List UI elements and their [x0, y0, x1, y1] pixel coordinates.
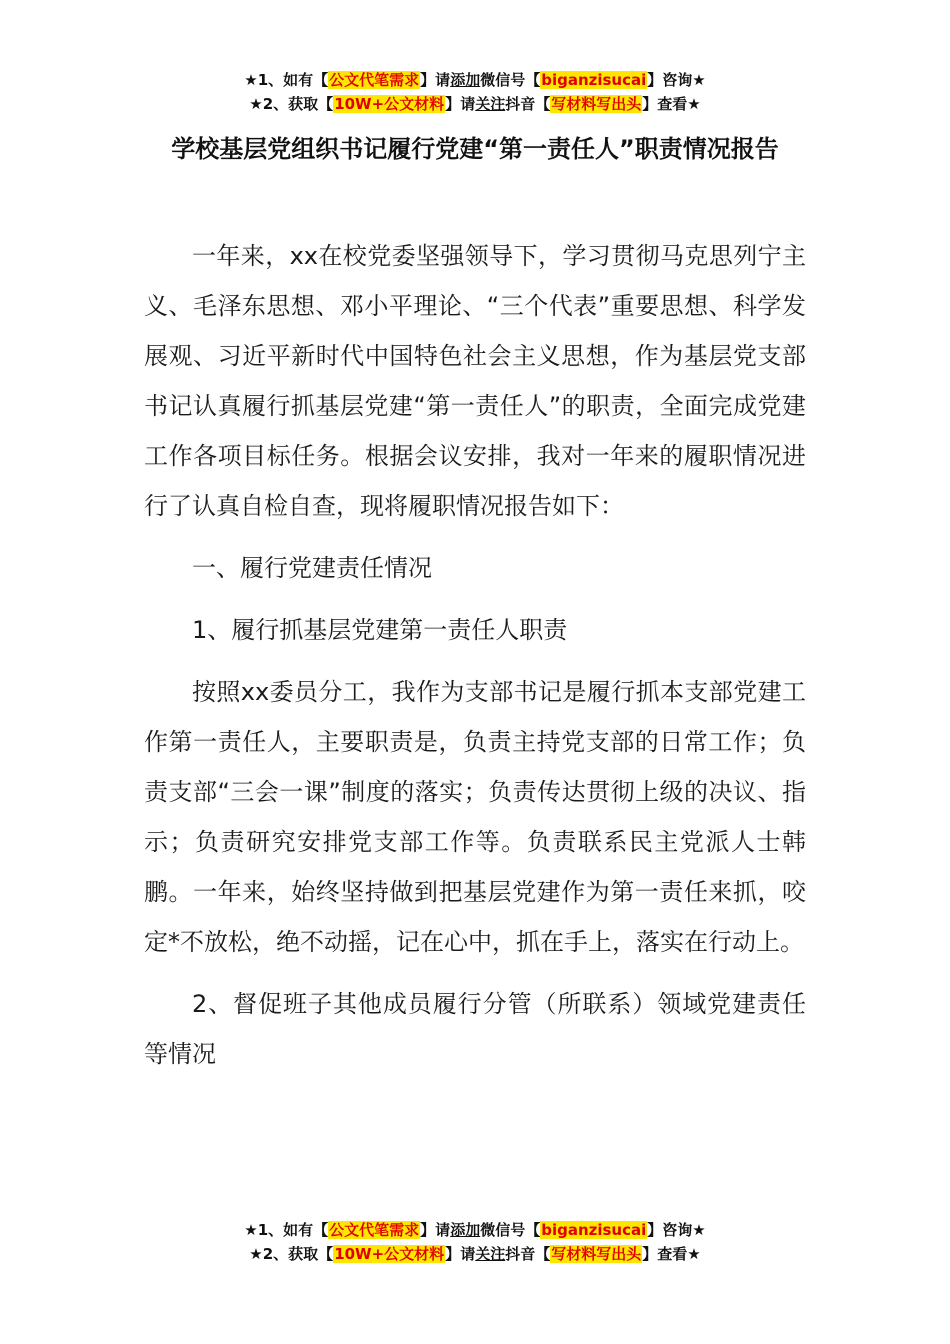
promo-underline: 关注: [475, 1245, 506, 1263]
document-title: 学校基层党组织书记履行党建“第一责任人”职责情况报告: [171, 135, 779, 163]
promo-underline: 添加: [450, 71, 481, 89]
promo-text: 】请: [445, 95, 476, 113]
promo-text: ★1、如有【: [244, 71, 329, 89]
promo-highlight: 公文代笔需求: [329, 71, 420, 89]
promo-highlight: biganzisucai: [541, 71, 647, 89]
promo-line-2: [0, 92, 950, 116]
promo-highlight: 10W+公文材料: [334, 1245, 445, 1263]
promo-highlight: 10W+公文材料: [334, 95, 445, 113]
promo-highlight: 写材料写出头: [551, 95, 642, 113]
document-body: [144, 231, 806, 1079]
promo-text: 】咨询★: [647, 1221, 706, 1239]
promo-line-1: [0, 68, 950, 92]
promo-highlight: 写材料写出头: [551, 1245, 642, 1263]
promo-highlight: biganzisucai: [541, 1221, 647, 1239]
promo-text: 】请: [420, 71, 451, 89]
promo-underline: 关注: [475, 95, 506, 113]
promo-text: ★2、获取【: [249, 95, 334, 113]
promo-banner-top: [0, 68, 950, 116]
promo-highlight: 公文代笔需求: [329, 1221, 420, 1239]
promo-text: 】咨询★: [647, 71, 706, 89]
promo-text: 微信号【: [480, 71, 541, 89]
subsection-heading-1: 1、履行抓基层党建第一责任人职责: [192, 616, 568, 644]
promo-line-1: [0, 1218, 950, 1242]
subsection-heading-2: 2、督促班子其他成员履行分管（所联系）领域党建责任等情况: [144, 990, 806, 1068]
promo-text: 抖音【: [505, 1245, 551, 1263]
promo-line-2: [0, 1242, 950, 1266]
promo-text: 】请: [420, 1221, 451, 1239]
promo-banner-bottom: [0, 1218, 950, 1266]
promo-text: 】查看★: [642, 95, 701, 113]
promo-text: 微信号【: [480, 1221, 541, 1239]
paragraph-intro: 一年来，xx在校党委坚强领导下，学习贯彻马克思列宁主义、毛泽东思想、邓小平理论、“三个代表”重要思想、科学发展观、习近平新时代中国特色社会主义思想，作为基层党支部书记认真履行抓基层党建“第一责任人”的职责，全面完成党建工作各项目标任务。根据会议安排，我对一年来的履职情况进行了认真自检自查，现将履职情况报告如下：: [144, 242, 806, 520]
paragraph-duties: 按照xx委员分工，我作为支部书记是履行抓本支部党建工作第一责任人，主要职责是，负责主持党支部的日常工作；负责支部“三会一课”制度的落实；负责传达贯彻上级的决议、指示；负责研究安排党支部工作等。负责联系民主党派人士韩鹏。一年来，始终坚持做到把基层党建作为第一责任来抓，咬定*不放松，绝不动摇，记在心中，抓在手上，落实在行动上。: [144, 678, 806, 956]
promo-text: ★1、如有【: [244, 1221, 329, 1239]
promo-underline: 添加: [450, 1221, 481, 1239]
promo-text: ★2、获取【: [249, 1245, 334, 1263]
promo-text: 抖音【: [505, 95, 551, 113]
promo-text: 】请: [445, 1245, 476, 1263]
section-heading-1: 一、履行党建责任情况: [192, 554, 432, 582]
promo-text: 】查看★: [642, 1245, 701, 1263]
